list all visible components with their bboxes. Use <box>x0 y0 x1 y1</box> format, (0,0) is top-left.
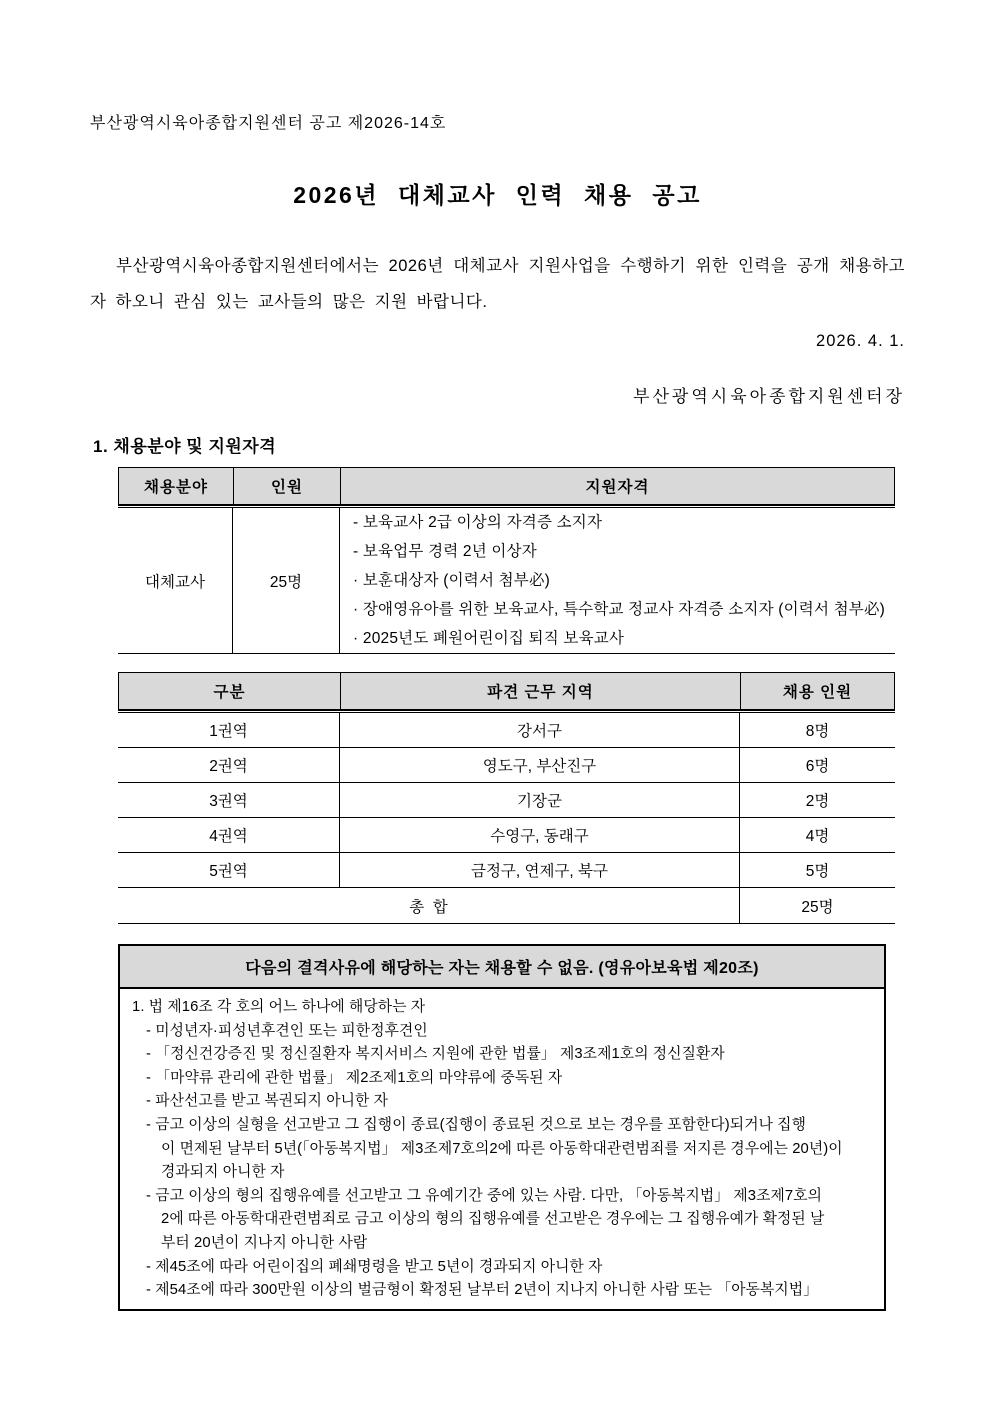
zone-cell: 4권역 <box>118 818 340 852</box>
region-header-count: 채용 인원 <box>782 684 853 701</box>
recruit-header-field: 채용분야 <box>119 468 234 504</box>
doc-date: 2026. 4. 1. <box>816 332 905 350</box>
doc-number: 부산광역시육아종합지원센터 공고 제2026-14호 <box>90 115 447 132</box>
region-row <box>118 713 895 748</box>
recruit-header-count: 인원 <box>234 468 341 504</box>
region-total-count: 25명 <box>801 898 834 916</box>
disqualification-title: 다음의 결격사유에 해당하는 자는 채용할 수 없음. (영유아보육법 제20조) <box>120 946 884 989</box>
zone-cell: 1권역 <box>118 713 340 747</box>
qualification-list <box>340 508 895 653</box>
disqualification-line: - 금고 이상의 실형을 선고받고 그 집행이 종료(집행이 종료된 것으로 보는 경우를 포함한다)되거나 집행 <box>146 1116 806 1133</box>
disqualification-line: - 제54조에 따라 300만원 이상의 벌금형이 확정된 날부터 2년이 지나지 아니한 사람 또는 「아동복지법」 <box>146 1282 819 1299</box>
disqualification-line: 1. 법 제16조 각 호의 어느 하나에 해당하는 자 <box>132 999 426 1015</box>
disqualification-line: 2에 따른 아동학대관련범죄로 금고 이상의 형의 집행유예를 선고받은 경우에는 그 집행유예가 확정된 날 <box>161 1211 825 1228</box>
region-header-area: 파견 근무 지역 <box>341 673 741 709</box>
region-row <box>118 853 895 888</box>
doc-title: 2026년 대체교사 인력 채용 공고 <box>293 182 702 208</box>
region-table-header <box>118 672 895 710</box>
disqualification-line: - 파산선고를 받고 복권되지 아니한 자 <box>146 1093 388 1110</box>
area-cell: 금정구, 연제구, 북구 <box>340 853 740 887</box>
region-total-row <box>118 888 895 924</box>
qualification-item: · 보훈대상자 (이력서 첨부必) <box>353 572 551 589</box>
disqualification-line: - 「정신건강증진 및 정신질환자 복지서비스 지원에 관한 법률」 제3조제1호의 정신질환자 <box>146 1046 725 1063</box>
area-cell: 강서구 <box>340 713 740 747</box>
disqualification-line: - 「마약류 관리에 관한 법률」 제2조제1호의 마약류에 중독된 자 <box>146 1069 563 1086</box>
disqualification-line: - 제45조에 따라 어린이집의 폐쇄명령을 받고 5년이 경과되지 아니한 자 <box>146 1258 603 1275</box>
region-header-zone: 구분 <box>119 673 341 709</box>
region-total-label: 총 합 <box>118 888 740 923</box>
disqualification-line: - 미성년자·피성년후견인 또는 피한정후견인 <box>146 1022 428 1039</box>
zone-cell: 3권역 <box>118 783 340 817</box>
qualification-item: · 2025년도 폐원어린이집 퇴직 보육교사 <box>353 630 625 647</box>
count-cell: 6명 <box>805 758 830 775</box>
qualification-item: · 장애영유아를 위한 보육교사, 특수학교 정교사 자격증 소지자 (이력서 첨부必) <box>353 601 886 618</box>
disqualification-line: 부터 20년이 지나지 아니한 사람 <box>161 1234 368 1251</box>
disqualification-line: 경과되지 아니한 자 <box>161 1164 285 1181</box>
recruit-table <box>118 467 895 654</box>
count-cell: 5명 <box>805 863 830 880</box>
area-cell: 기장군 <box>340 783 740 817</box>
section-1-heading: 1. 채용분야 및 지원자격 <box>93 437 277 456</box>
area-cell: 수영구, 동래구 <box>340 818 740 852</box>
count-cell: 2명 <box>805 793 830 810</box>
disqualification-box <box>118 944 886 1311</box>
region-row <box>118 818 895 853</box>
recruit-count-cell: 25명 <box>233 508 340 653</box>
area-cell: 영도구, 부산진구 <box>340 748 740 782</box>
disqualification-body <box>120 989 884 1309</box>
recruit-field-cell: 대체교사 <box>118 508 233 653</box>
region-row <box>118 748 895 783</box>
region-row <box>118 783 895 818</box>
qualification-item: - 보육업무 경력 2년 이상자 <box>353 543 537 560</box>
recruit-table-row <box>118 508 895 654</box>
count-cell: 8명 <box>805 723 830 740</box>
count-cell: 4명 <box>805 828 830 845</box>
qualification-item: - 보육교사 2급 이상의 자격증 소지자 <box>353 514 603 531</box>
zone-cell: 2권역 <box>118 748 340 782</box>
disqualification-line: 이 면제된 날부터 5년(「아동복지법」 제3조제7호의2에 따른 아동학대관련범죄를 저지른 경우에는 20년)이 <box>161 1140 843 1157</box>
recruit-header-qualification: 지원자격 <box>585 479 650 496</box>
disqualification-line: - 금고 이상의 형의 집행유예를 선고받고 그 유예기간 중에 있는 사람. 다만, 「아동복지법」 제3조제7호의 <box>146 1187 823 1204</box>
doc-issuer: 부산광역시육아종합지원센터장 <box>633 387 905 406</box>
zone-cell: 5권역 <box>118 853 340 887</box>
region-table-body <box>118 713 895 888</box>
recruit-table-header <box>118 467 895 505</box>
region-table <box>118 672 895 924</box>
intro-paragraph: 부산광역시육아종합지원센터에서는 2026년 대체교사 지원사업을 수행하기 위한 인력을 공개 채용하고자 하오니 관심 있는 교사들의 많은 지원 바랍니다. <box>90 257 905 311</box>
